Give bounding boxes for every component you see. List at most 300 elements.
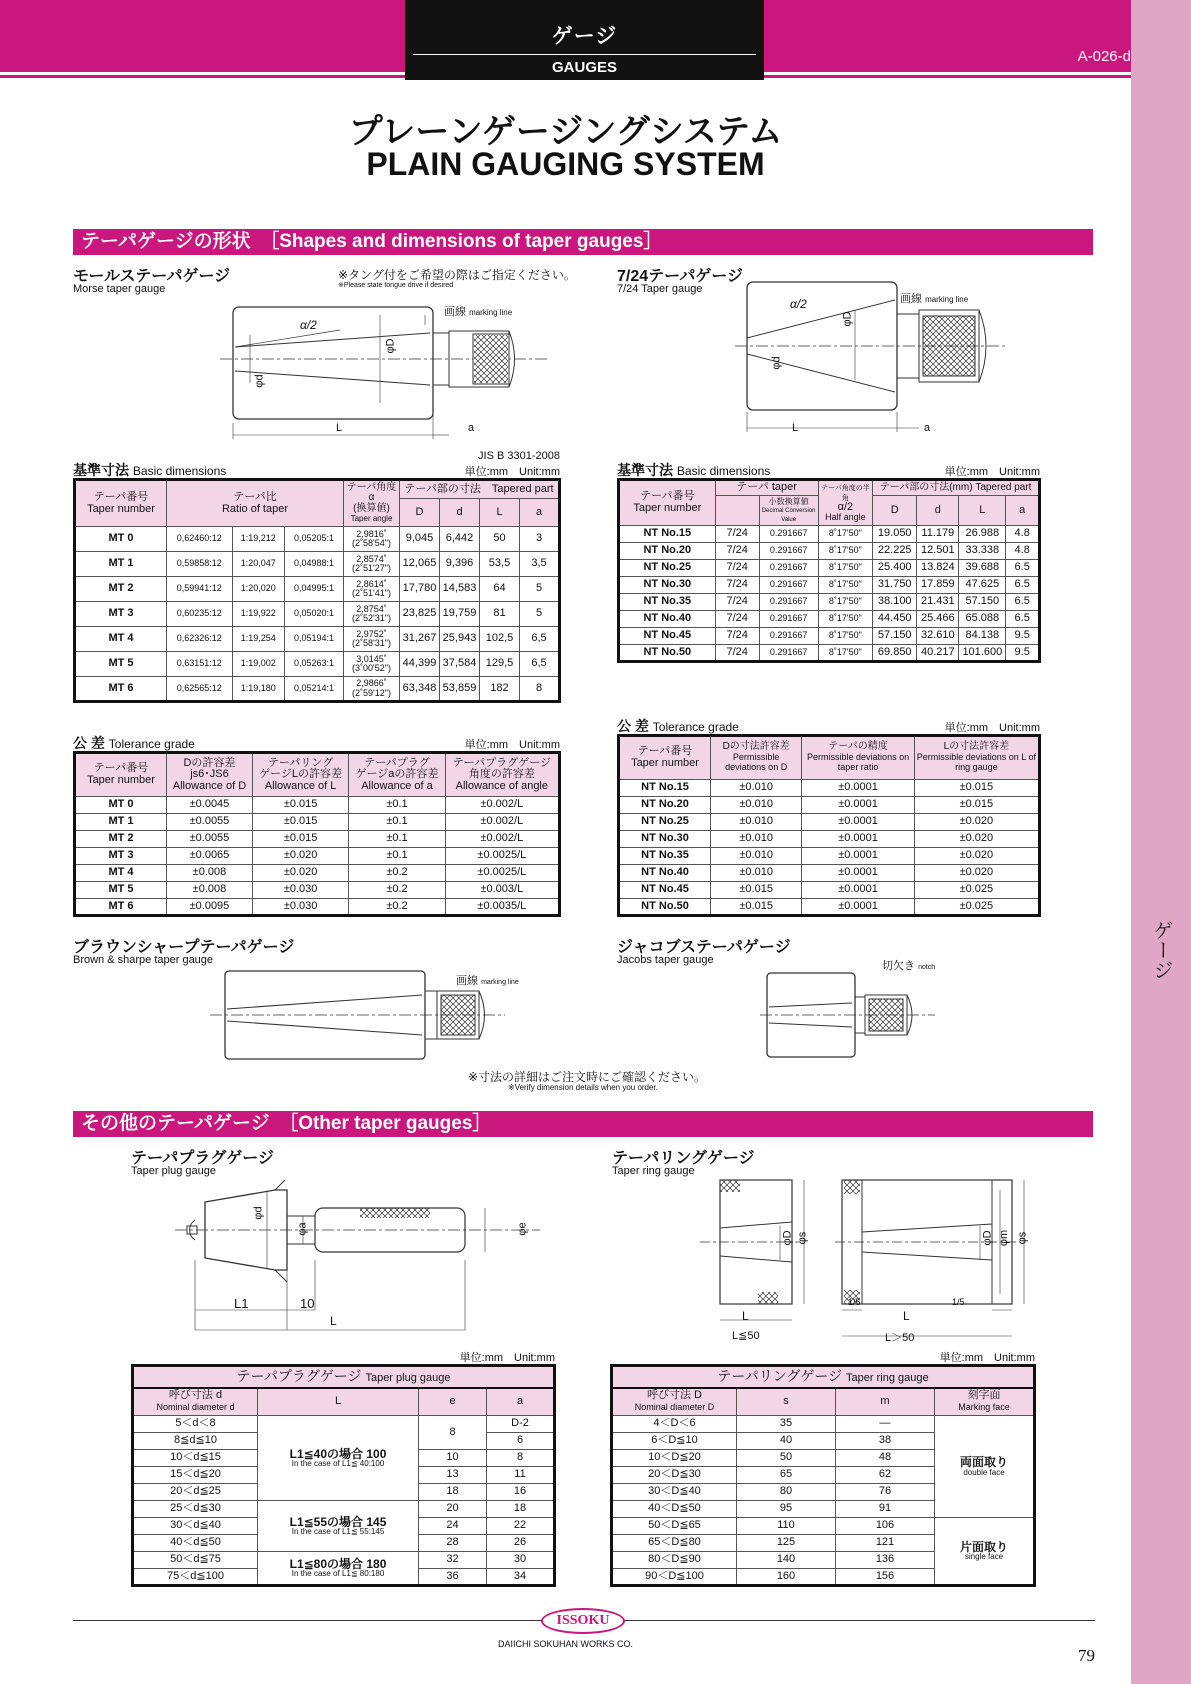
cell-m: 121 (836, 1535, 935, 1552)
col-m: m (836, 1388, 935, 1416)
table-row (75, 677, 560, 702)
cell-L-jp: L1≦55の場合 145 (289, 1514, 387, 1529)
cell-nominal: 15＜d≦20 (133, 1467, 258, 1484)
table-row (619, 780, 1040, 797)
brown-title-en: Brown & sharpe taper gauge (73, 954, 214, 966)
col-D: D (400, 499, 440, 527)
cell-taper-number: MT 5 (75, 652, 167, 677)
cell-L: 64 (480, 577, 520, 602)
cell-L-en: In the case of L1≦ 40:100 (291, 1459, 385, 1469)
cell-D: 44.450 (873, 611, 917, 628)
ring1-L-label: L (742, 1309, 749, 1323)
cell-m: 76 (836, 1484, 935, 1501)
brown-mark-en: marking line (481, 979, 519, 986)
cell-a: 3,5 (520, 552, 560, 577)
cell-e: 24 (419, 1518, 487, 1535)
cell-taper-number: MT 2 (75, 577, 167, 602)
plug-e-label: φe (516, 1222, 529, 1236)
cell-angle-conv: (2˚58'54") (352, 538, 391, 548)
section-title-jp: ゲージ (551, 25, 618, 48)
cell-ratio-3: 0,05263:1 (284, 652, 343, 677)
cell-ratio-3: 0,05214:1 (284, 677, 343, 702)
cell-taper-number: NT No.45 (619, 628, 716, 645)
cell-allow-L: ±0.015 (252, 797, 348, 814)
cell-s: 160 (737, 1569, 836, 1586)
issoku-logo: ISSOKU (541, 1608, 625, 1634)
ring1-cond-label: L≦50 (732, 1330, 760, 1342)
col-d: d (440, 499, 480, 527)
cell-a: D-2 (487, 1416, 555, 1433)
marking-face-en: single face (964, 1552, 1004, 1562)
nt-title-en: 7/24 Taper gauge (617, 283, 703, 295)
cell-D: 31,267 (400, 627, 440, 652)
cell-decimal: 0.291667 (759, 645, 818, 662)
nt-basic-title (617, 460, 770, 480)
cell-L: 84.138 (959, 628, 1006, 645)
cell-taper-number: NT No.50 (619, 899, 711, 916)
cell-m: — (836, 1416, 935, 1433)
cell-ratio-1: 0,62460:12 (167, 527, 233, 552)
cell-taper-number: MT 6 (75, 677, 167, 702)
morse-a-label: a (468, 422, 475, 434)
marking-face-jp: 両面取り (959, 1455, 1008, 1469)
cell-ratio-2: 1:20,047 (232, 552, 284, 577)
cell-m: 38 (836, 1433, 935, 1450)
cell-allow-a: ±0.2 (349, 899, 445, 916)
cell-dev-D: ±0.010 (711, 865, 802, 882)
verify-note-jp: ※寸法の詳細はご注文時にご確認ください。 (468, 1070, 707, 1084)
morse-basic-title-en: Basic dimensions (132, 464, 227, 478)
cell-taper: 7/24 (715, 526, 759, 543)
cell-angle: 3,0145˚ (356, 653, 387, 664)
cell-dev-L: ±0.020 (914, 865, 1039, 882)
cell-s: 125 (737, 1535, 836, 1552)
nt-L-label: L (792, 422, 799, 434)
col-d: d (917, 496, 959, 526)
ring-gauge-drawing (700, 1170, 1050, 1350)
cell-taper-number: MT 0 (75, 527, 167, 552)
cell-L: 57.150 (959, 594, 1006, 611)
cell-a: 6.5 (1006, 611, 1040, 628)
cell-a: 5 (520, 577, 560, 602)
cell-dev-L: ±0.020 (914, 848, 1039, 865)
cell-s: 65 (737, 1467, 836, 1484)
cell-L-en: In the case of L1≦ 55:145 (291, 1527, 385, 1537)
cell-dev-D: ±0.010 (711, 814, 802, 831)
cell-allow-a: ±0.1 (349, 831, 445, 848)
cell-dev-taper: ±0.0001 (802, 780, 914, 797)
cell-taper-number: NT No.25 (619, 814, 711, 831)
cell-dev-taper: ±0.0001 (802, 882, 914, 899)
cell-decimal: 0.291667 (759, 577, 818, 594)
brown-mark-label (456, 972, 519, 988)
cell-dev-D: ±0.015 (711, 882, 802, 899)
page-number: 79 (1078, 1646, 1095, 1665)
plug-title-en: Taper plug gauge (131, 1165, 217, 1177)
cell-angle (344, 577, 400, 602)
cell-d: 9,396 (440, 552, 480, 577)
cell-half-angle: 8˚17'50" (818, 611, 873, 628)
cell-allow-a: ±0.2 (349, 882, 445, 899)
cell-nominal: 5＜d＜8 (133, 1416, 258, 1433)
cell-taper-number: MT 4 (75, 627, 167, 652)
cell-allow-D: ±0.008 (167, 882, 253, 899)
cell-nominal: 40＜d≦50 (133, 1535, 258, 1552)
cell-ratio-1: 0,62565:12 (167, 677, 233, 702)
col-dev-D: Dの寸法許容差 Permissible deviations on D (711, 736, 802, 780)
cell-taper: 7/24 (715, 611, 759, 628)
cell-ratio-1: 0,63151:12 (167, 652, 233, 677)
cell-ratio-2: 1:20,020 (232, 577, 284, 602)
cell-taper-number: NT No.45 (619, 882, 711, 899)
morse-L-label: L (336, 422, 343, 434)
cell-a: 6,5 (520, 652, 560, 677)
cell-taper-number: MT 0 (75, 797, 167, 814)
table-row (75, 882, 560, 899)
cell-L: 50 (480, 527, 520, 552)
cell-s: 35 (737, 1416, 836, 1433)
cell-dev-taper: ±0.0001 (802, 865, 914, 882)
cell-e: 20 (419, 1501, 487, 1518)
section-bar-taper-shapes (73, 229, 1093, 255)
cell-D: 17,780 (400, 577, 440, 602)
table-row (75, 865, 560, 882)
cell-allow-D: ±0.0055 (167, 831, 253, 848)
plug-unit: 単位:mm Unit:mm (459, 1352, 555, 1364)
cell-angle-conv: (2˚51'41") (352, 588, 391, 598)
cell-L (258, 1552, 419, 1586)
morse-mark-en: marking line (469, 308, 513, 317)
cell-D: 19.050 (873, 526, 917, 543)
cell-a: 30 (487, 1552, 555, 1569)
cell-angle: 2,9752˚ (356, 628, 387, 639)
cell-decimal: 0.291667 (759, 560, 818, 577)
table-row (619, 577, 1040, 594)
cell-ratio-3: 0,05020:1 (284, 602, 343, 627)
cell-ratio-2: 1:19,212 (232, 527, 284, 552)
cell-nominal: 30＜D≦40 (612, 1484, 737, 1501)
cell-ratio-2: 1:19,180 (232, 677, 284, 702)
cell-taper: 7/24 (715, 577, 759, 594)
cell-taper-number: NT No.20 (619, 797, 711, 814)
cell-L (258, 1501, 419, 1552)
cell-ratio-2: 1:19,254 (232, 627, 284, 652)
cell-m: 62 (836, 1467, 935, 1484)
cell-m: 136 (836, 1552, 935, 1569)
cell-D: 9,045 (400, 527, 440, 552)
cell-decimal: 0.291667 (759, 611, 818, 628)
cell-taper-number: NT No.25 (619, 560, 716, 577)
table-row (612, 1416, 1035, 1433)
col-tapered-part: テーパ部の寸法(mm) Tapered part (873, 480, 1040, 496)
col-L: L (258, 1388, 419, 1416)
cell-dev-taper: ±0.0001 (802, 797, 914, 814)
cell-angle-conv: (2˚58'31") (352, 638, 391, 648)
cell-taper: 7/24 (715, 543, 759, 560)
nt-basic-title-en: Basic dimensions (676, 464, 771, 478)
cell-angle (344, 677, 400, 702)
cell-dev-L: ±0.020 (914, 831, 1039, 848)
cell-angle-conv: (2˚51'27") (352, 563, 391, 573)
cell-ratio-3: 0,05205:1 (284, 527, 343, 552)
cell-L: 53,5 (480, 552, 520, 577)
cell-a: 6 (487, 1433, 555, 1450)
morse-tol-title (73, 733, 195, 753)
cell-taper-number: NT No.50 (619, 645, 716, 662)
cell-nominal: 65＜D≦80 (612, 1535, 737, 1552)
nt-d-label: φd (770, 356, 783, 370)
cell-e: 13 (419, 1467, 487, 1484)
cell-m: 106 (836, 1518, 935, 1535)
cell-d: 40.217 (917, 645, 959, 662)
cell-s: 40 (737, 1433, 836, 1450)
cell-ratio-3: 0,04995:1 (284, 577, 343, 602)
table-row (133, 1552, 555, 1569)
cell-d: 12.501 (917, 543, 959, 560)
col-nominal: 呼び寸法 D Nominal diameter D (612, 1388, 737, 1416)
table-row (619, 611, 1040, 628)
company-name: DAIICHI SOKUHAN WORKS CO. (497, 1639, 633, 1649)
table-row (619, 848, 1040, 865)
nt-tol-title-en: Tolerance grade (652, 720, 739, 734)
table-row (75, 577, 560, 602)
cell-nominal: 40＜D≦50 (612, 1501, 737, 1518)
cell-half-angle: 8˚17'50" (818, 594, 873, 611)
table-row (619, 899, 1040, 916)
cell-D: 44,399 (400, 652, 440, 677)
cell-dev-D: ±0.010 (711, 831, 802, 848)
cell-d: 19,759 (440, 602, 480, 627)
nt-alpha-label: α/2 (790, 297, 807, 311)
ring2-m-label: φm (998, 1229, 1011, 1247)
plug-table-caption: テーパプラグゲージ Taper plug gauge (133, 1366, 555, 1388)
cell-taper-number: MT 4 (75, 865, 167, 882)
cell-s: 110 (737, 1518, 836, 1535)
cell-s: 95 (737, 1501, 836, 1518)
cell-angle-conv: (2˚52'31") (352, 613, 391, 623)
nt-a-label: a (924, 422, 931, 434)
cell-D: 25.400 (873, 560, 917, 577)
cell-taper-number: MT 6 (75, 899, 167, 916)
cell-dev-D: ±0.010 (711, 848, 802, 865)
section-bar-jp: その他のテーパゲージ (81, 1113, 270, 1134)
col-allow-a: テーパプラグ ゲージaの許容差 Allowance of a (349, 753, 445, 797)
cell-L: 129,5 (480, 652, 520, 677)
morse-mark-jp: 画線 (444, 306, 466, 318)
cell-taper-number: NT No.15 (619, 780, 711, 797)
plug-table (131, 1364, 556, 1587)
cell-e: 10 (419, 1450, 487, 1467)
cell-taper-number: NT No.35 (619, 594, 716, 611)
col-allow-D: Dの許容差 js6･JS6 Allowance of D (167, 753, 253, 797)
cell-L (258, 1416, 419, 1501)
table-row (619, 814, 1040, 831)
cell-L: 102,5 (480, 627, 520, 652)
cell-e: 32 (419, 1552, 487, 1569)
table-row (75, 627, 560, 652)
cell-L: 65.088 (959, 611, 1006, 628)
cell-ratio-3: 0,05194:1 (284, 627, 343, 652)
cell-half-angle: 8˚17'50" (818, 645, 873, 662)
cell-D: 12,065 (400, 552, 440, 577)
nt-mark-en: marking line (925, 295, 969, 304)
cell-decimal: 0.291667 (759, 628, 818, 645)
table-row (75, 899, 560, 916)
cell-allow-D: ±0.0065 (167, 848, 253, 865)
jacobs-title-jp: ジャコブステーパゲージ (617, 939, 791, 956)
page-code: A-026-d (1077, 48, 1131, 65)
cell-nominal: 20＜D≦30 (612, 1467, 737, 1484)
col-taper-number: テーパ番号 Taper number (75, 480, 167, 527)
cell-taper-number: NT No.15 (619, 526, 716, 543)
cell-dev-D: ±0.010 (711, 797, 802, 814)
cell-a: 5 (520, 602, 560, 627)
table-row (619, 797, 1040, 814)
cell-angle: 2,9816˚ (356, 528, 387, 539)
cell-d: 53,859 (440, 677, 480, 702)
cell-taper-number: NT No.20 (619, 543, 716, 560)
cell-dev-L: ±0.015 (914, 780, 1039, 797)
cell-allow-a: ±0.1 (349, 797, 445, 814)
plug-d-label: φd (252, 1206, 265, 1220)
cell-a: 16 (487, 1484, 555, 1501)
cell-allow-a: ±0.1 (349, 848, 445, 865)
cell-allow-a: ±0.1 (349, 814, 445, 831)
cell-taper: 7/24 (715, 594, 759, 611)
section-bar-en: ［Shapes and dimensions of taper gauges］ (269, 231, 663, 252)
cell-allow-L: ±0.020 (252, 848, 348, 865)
marking-face-jp: 片面取り (959, 1539, 1008, 1554)
morse-jis-label: JIS B 3301-2008 (478, 450, 560, 462)
cell-angle (344, 552, 400, 577)
cell-allow-L: ±0.030 (252, 899, 348, 916)
cell-d: 25.466 (917, 611, 959, 628)
table-row (619, 543, 1040, 560)
cell-half-angle: 8˚17'50" (818, 560, 873, 577)
cell-taper-number: MT 3 (75, 602, 167, 627)
cell-d: 21.431 (917, 594, 959, 611)
cell-L-jp: L1≦80の場合 180 (289, 1556, 387, 1571)
col-half-angle: テーパ角度の半角 α/2 Half angle (818, 480, 873, 526)
marking-face-en: double face (963, 1467, 1005, 1477)
cell-d: 25,943 (440, 627, 480, 652)
col-taper: テーパ taper (715, 480, 818, 496)
morse-alpha-label: α/2 (300, 318, 317, 332)
cell-s: 80 (737, 1484, 836, 1501)
cell-allow-angle: ±0.002/L (445, 831, 559, 848)
side-tab-label: ゲージ (1150, 920, 1172, 980)
cell-dev-taper: ±0.0001 (802, 814, 914, 831)
cell-L: 26.988 (959, 526, 1006, 543)
col-taper-number: テーパ番号 Taper number (75, 753, 167, 797)
brown-title-jp: ブラウンシャープテーパゲージ (73, 939, 295, 956)
cell-dev-D: ±0.010 (711, 780, 802, 797)
morse-basic-title (73, 460, 226, 480)
col-D: D (873, 496, 917, 526)
table-row (75, 552, 560, 577)
cell-taper-number: NT No.35 (619, 848, 711, 865)
jacobs-title-en: Jacobs taper gauge (617, 954, 714, 966)
cell-e: 28 (419, 1535, 487, 1552)
cell-taper: 7/24 (715, 628, 759, 645)
ring-title-jp: テーパリングゲージ (612, 1150, 755, 1167)
cell-d: 11.179 (917, 526, 959, 543)
section-bar-other-gauges (73, 1111, 1093, 1137)
table-row (619, 526, 1040, 543)
nt-tolerance-table (617, 734, 1041, 917)
cell-L: 81 (480, 602, 520, 627)
nt-tol-unit: 単位:mm Unit:mm (944, 722, 1040, 734)
cell-angle (344, 652, 400, 677)
cell-a: 22 (487, 1518, 555, 1535)
morse-mark-label (444, 303, 512, 319)
cell-a: 4.8 (1006, 526, 1040, 543)
cell-angle-conv: (2˚59'12") (352, 687, 391, 698)
col-ratio: テーパ比 Ratio of taper (167, 480, 344, 527)
page-title-en: PLAIN GAUGING SYSTEM (366, 146, 765, 182)
morse-title-jp: モールステーパゲージ (73, 268, 231, 285)
cell-allow-angle: ±0.0035/L (445, 899, 559, 916)
cell-a: 8 (487, 1450, 555, 1467)
cell-angle: 2,9866˚ (356, 678, 387, 689)
cell-ratio-1: 0,62326:12 (167, 627, 233, 652)
jacobs-notch-en: notch (918, 964, 936, 971)
table-row (619, 628, 1040, 645)
cell-a: 18 (487, 1501, 555, 1518)
cell-allow-L: ±0.030 (252, 882, 348, 899)
morse-note-jp: ※タング付をご希望の際はご指定ください。 (338, 268, 576, 282)
cell-L: 39.688 (959, 560, 1006, 577)
jacobs-notch-label (882, 957, 935, 973)
cell-taper-number: NT No.30 (619, 577, 716, 594)
cell-a: 6.5 (1006, 594, 1040, 611)
cell-decimal: 0.291667 (759, 543, 818, 560)
morse-tolerance-table (73, 751, 561, 917)
morse-basic-table (73, 478, 561, 703)
cell-nominal: 6＜D≦10 (612, 1433, 737, 1450)
table-row (619, 560, 1040, 577)
cell-d: 32.610 (917, 628, 959, 645)
cell-a: 9.5 (1006, 645, 1040, 662)
cell-angle (344, 527, 400, 552)
cell-half-angle: 8˚17'50" (818, 628, 873, 645)
col-decimal: 小数換算値 Decimal Conversion Value (759, 496, 818, 526)
cell-allow-angle: ±0.003/L (445, 882, 559, 899)
cell-a: 9.5 (1006, 628, 1040, 645)
cell-allow-D: ±0.008 (167, 865, 253, 882)
col-dev-L: Lの寸法許容差 Permissible deviations on L of ring gauge (914, 736, 1039, 780)
ring2-D-label: φD (981, 1230, 994, 1246)
cell-allow-angle: ±0.0025/L (445, 865, 559, 882)
cell-D: 23,825 (400, 602, 440, 627)
morse-title-en: Morse taper gauge (73, 283, 166, 295)
cell-d: 6,442 (440, 527, 480, 552)
table-row (75, 797, 560, 814)
cell-angle: 2,8574˚ (356, 553, 387, 564)
col-dev-taper: テーパの精度 Permissible deviations on taper ratio (802, 736, 914, 780)
cell-nominal: 20＜d≦25 (133, 1484, 258, 1501)
cell-D: 22.225 (873, 543, 917, 560)
morse-tol-title-en: Tolerance grade (108, 737, 195, 751)
cell-m: 48 (836, 1450, 935, 1467)
cell-D: 63,348 (400, 677, 440, 702)
section-header-box (405, 0, 764, 80)
col-angle: テーパ角度α (換算値) Taper angle (344, 480, 400, 527)
cell-allow-D: ±0.0095 (167, 899, 253, 916)
cell-allow-L: ±0.015 (252, 831, 348, 848)
cell-dev-L: ±0.015 (914, 797, 1039, 814)
ring-table (610, 1364, 1036, 1587)
